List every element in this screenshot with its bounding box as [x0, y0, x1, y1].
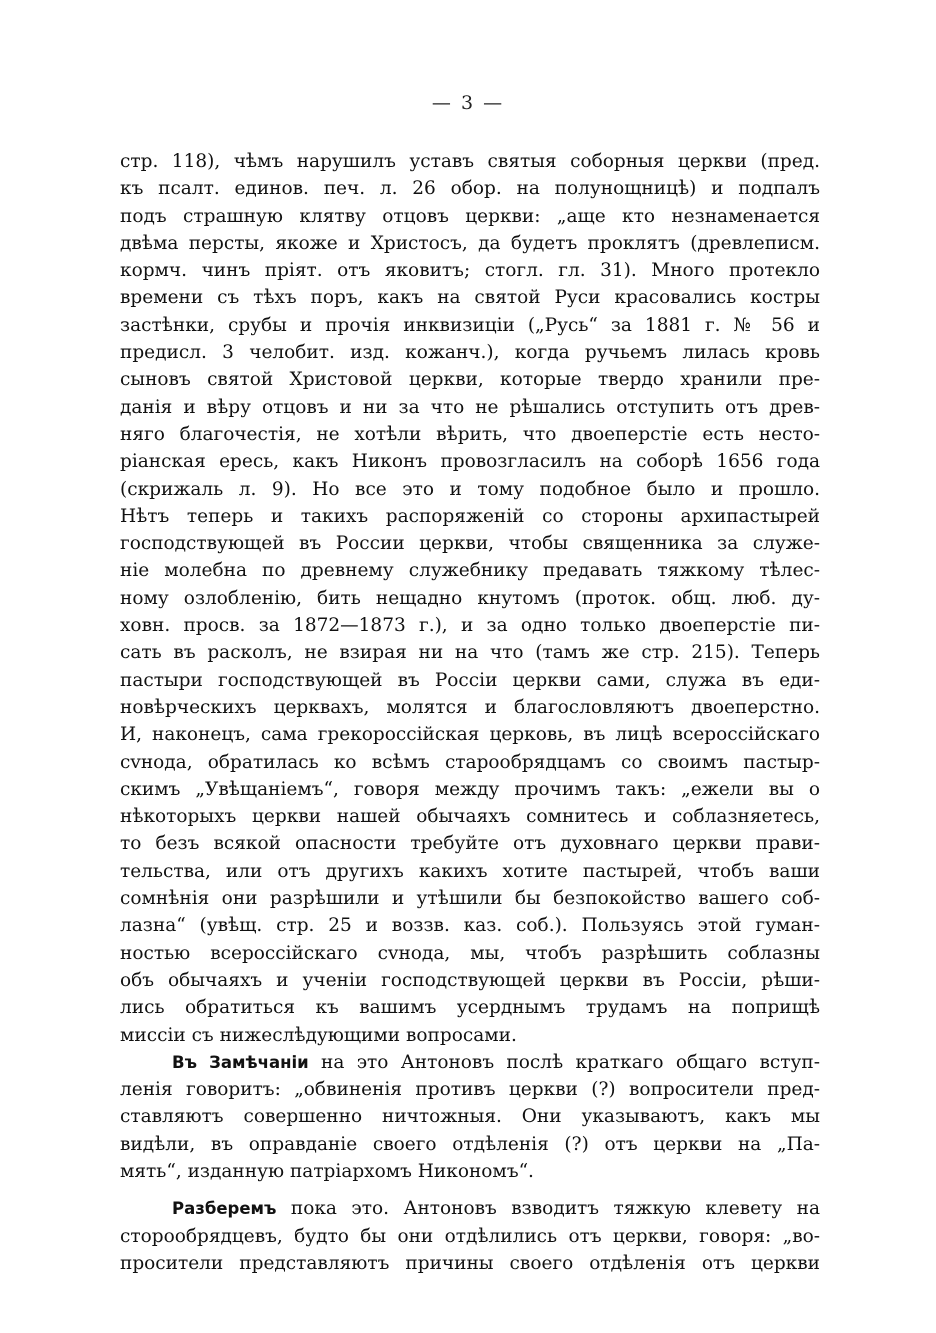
main-text	[120, 148, 820, 1277]
text-line: то безъ всякой опасности требуйте отъ духовнаго церкви прави-	[120, 833, 820, 855]
text-line: сыновъ святой Христовой церкви, которые твердо хранили пре-	[120, 369, 820, 391]
text-line: Нѣтъ теперь и такихъ распоряженій со стороны архипастырей	[120, 505, 820, 527]
text-line: видѣли, въ оправданіе своего отдѣленія (?) отъ церкви на „Па-	[120, 1133, 820, 1155]
text-line: сторообрядцевъ, будто бы они отдѣлились отъ церкви, говоря: „во-	[120, 1225, 820, 1247]
text-line: ріанская ересь, какъ Никонъ провозгласилъ на соборѣ 1656 года	[120, 451, 820, 473]
text-line: (скрижаль л. 9). Но все это и тому подобное было и прошло.	[120, 478, 820, 500]
text-line: ставляютъ совершенно ничтожныя. Они указываютъ, какъ мы	[120, 1106, 820, 1128]
text-line: сомнѣнія они разрѣшили и утѣшили бы безпокойство вашего соб-	[120, 888, 820, 910]
text-line: нѣкоторыхъ церкви нашей обычаяхъ сомнитесь и соблазняетесь,	[120, 806, 820, 828]
text-line: сать въ расколъ, не взирая ни на что (тамъ же стр. 215). Теперь	[120, 642, 820, 664]
text-line: тельства, или отъ другихъ какихъ хотите пастырей, чтобъ ваши	[120, 860, 820, 882]
text-line: ховн. просв. за 1872—1873 г.), и за одно только двоеперстіе пи-	[120, 615, 820, 637]
paragraph-2	[120, 1049, 820, 1185]
text-line: ленія говоритъ: „обвиненія противъ церкви (?) вопросители пред-	[120, 1079, 820, 1101]
text-line: скимъ „Увѣщаніемъ“, говоря между прочимъ такъ: „ежели вы о	[120, 778, 820, 800]
bold-lead-text: Въ Замѣчаніи	[172, 1052, 309, 1072]
text-line: миссіи съ нижеслѣдующими вопросами.	[120, 1024, 517, 1046]
text-line: новѣрческихъ церквахъ, молятся и благословляютъ двоеперстно.	[120, 696, 820, 718]
text-line: сvнода, обратилась ко всѣмъ старообрядцамъ со своимъ пастыр-	[120, 751, 820, 773]
text-line: просители представляютъ причины своего отдѣленія отъ церкви	[120, 1252, 820, 1274]
text-line: лазна“ (увѣщ. стр. 25 и воззв. каз. соб.). Пользуясь этой гуман-	[120, 915, 820, 937]
text-line: господствующей въ России церкви, чтобы священника за служе-	[120, 533, 820, 555]
text-line	[120, 1195, 820, 1222]
text-line: времени съ тѣхъ поръ, какъ на святой Руси красовались костры	[120, 287, 820, 309]
text-line: застѣнки, срубы и прочія инквизиціи („Русь“ за 1881 г. № 56 и	[120, 314, 820, 336]
paragraph-3	[120, 1195, 820, 1277]
text-line: двѣма персты, якоже и Христосъ, да будетъ проклятъ (древлеписм.	[120, 232, 820, 254]
paragraph-gap	[120, 1185, 820, 1195]
text-line: няго благочестія, не хотѣли вѣрить, что двоеперстіе есть несто-	[120, 423, 820, 445]
text-line: данія и вѣру отцовъ и ни за что не рѣшались отступить отъ древ-	[120, 396, 820, 418]
text-line	[120, 1049, 820, 1076]
text-line: предисл. 3 челобит. изд. кожанч.), когда ручьемъ лилась кровь	[120, 342, 820, 364]
bold-lead-text: Разберемъ	[172, 1199, 277, 1219]
text-line: объ обычаяхъ и ученіи господствующей церкви въ Россіи, рѣши-	[120, 969, 820, 991]
text-line: кормч. чинъ пріят. отъ яковитъ; стогл. гл. 31). Много протекло	[120, 260, 820, 282]
text-line: подъ страшную клятву отцовъ церкви: „аще кто незнаменается	[120, 205, 820, 227]
text-line: ніе молебна по древнему служебнику предавать тяжкому тѣлес-	[120, 560, 820, 582]
text-line: ностью всероссійскаго сvнода, мы, чтобъ разрѣшить соблазны	[120, 942, 820, 964]
text-line: стр. 118), чѣмъ нарушилъ уставъ святыя соборныя церкви (пред.	[120, 151, 820, 172]
text-line: И, наконецъ, сама грекороссійская церковь, въ лицѣ всероссійскаго	[120, 724, 820, 746]
text-run: на это Антоновъ послѣ краткаго общаго вступ-	[321, 1051, 820, 1073]
text-line: лись обратиться къ вашимъ усерднымъ трудамъ на поприщѣ	[120, 997, 820, 1019]
text-run: пока это. Антоновъ взводитъ тяжкую клевету на	[290, 1198, 820, 1220]
text-line: къ псалт. единов. печ. л. 26 обор. на полунощницѣ) и подпалъ	[120, 178, 820, 200]
text-line: ному озлобленію, бить нещадно кнутомъ (проток. общ. люб. ду-	[120, 587, 820, 609]
text-line: пастыри господствующей въ Россіи церкви сами, служа въ еди-	[120, 669, 820, 691]
page-number: — 3 —	[431, 92, 505, 114]
text-line: мять“, изданную патріархомъ Никономъ“.	[120, 1160, 534, 1182]
paragraph-1	[120, 148, 820, 1049]
